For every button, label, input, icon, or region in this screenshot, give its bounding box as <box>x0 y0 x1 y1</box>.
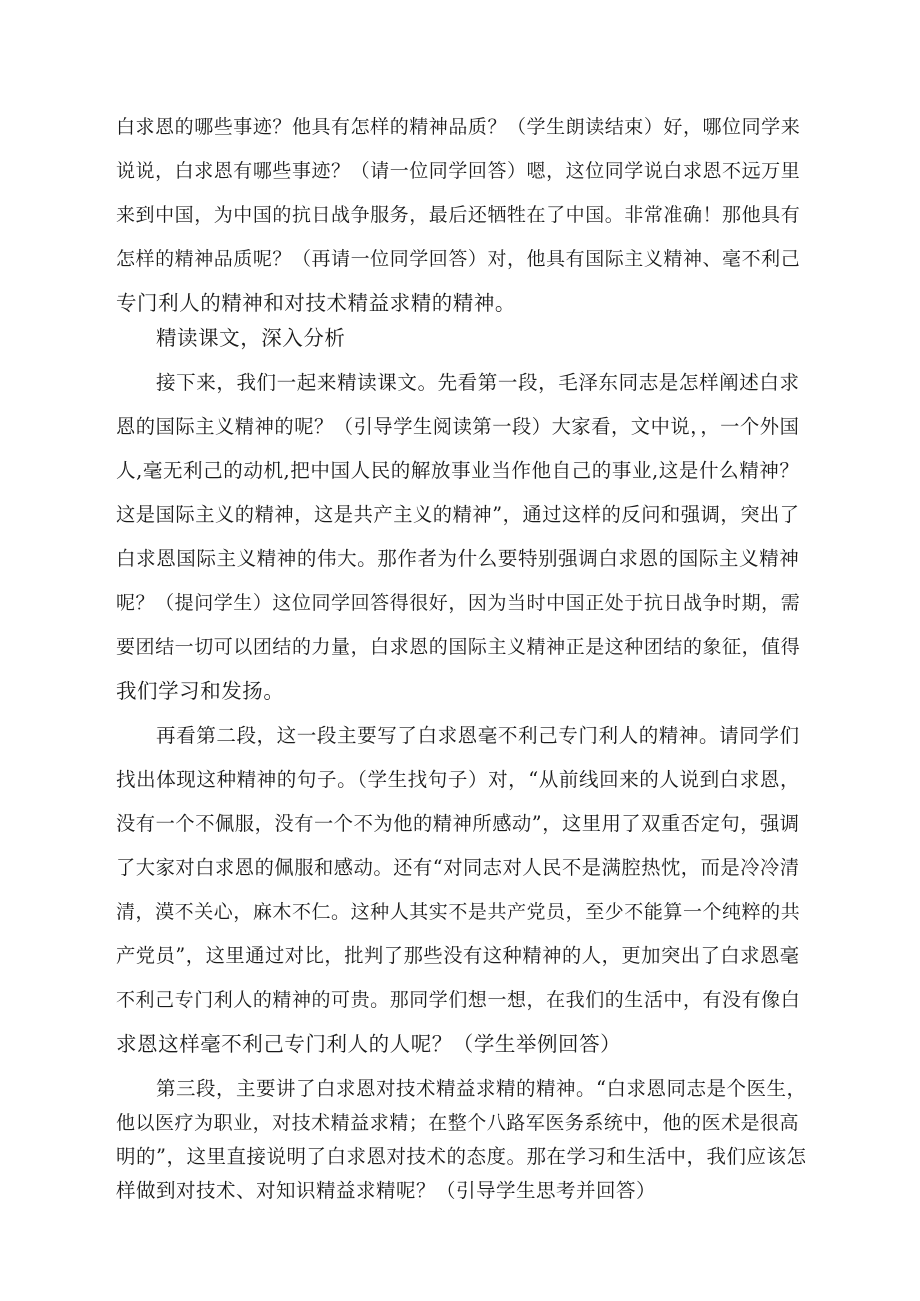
text-line: 呢？（提问学生）这位同学回答得很好，因为当时中国正处于抗日战争时期，需 <box>116 592 801 614</box>
text-line: 专门利人的精神和对技术精益求精的精神。 <box>116 291 516 315</box>
text-line: 样做到对技术、对知识精益求精呢？（引导学生思考并回答） <box>116 1179 657 1202</box>
text-line: 了大家对白求恩的佩服和感动。还有“对同志对人民不是满腔热忱，而是冷冷清 <box>116 856 800 879</box>
text-line: 白求恩国际主义精神的伟大。那作者为什么要特别强调白求恩的国际主义精神 <box>116 547 800 570</box>
text-line: 恩的国际主义精神的呢？（引导学生阅读第一段）大家看，文中说，，一个外国 <box>116 415 800 438</box>
text-line: 明的”，这里直接说明了白求恩对技术的态度。那在学习和生活中，我们应该怎 <box>116 1145 807 1168</box>
text-line: 这是国际主义的精神，这是共产主义的精神”，通过这样的反问和强调，突出了 <box>116 503 800 526</box>
text-line: 白求恩的哪些事迹？他具有怎样的精神品质？（学生朗读结束）好，哪位同学来 <box>116 116 801 138</box>
text-line: 他以医疗为职业，对技术精益求精；在整个八路军医务系统中，他的医术是很高 <box>116 1112 800 1134</box>
text-line: 第三段，主要讲了白求恩对技术精益求精的精神。“白求恩同志是个医生， <box>156 1077 807 1100</box>
text-line: 没有一个不佩服，没有一个不为他的精神所感动”，这里用了双重否定句，强调 <box>116 812 800 835</box>
text-line: 怎样的精神品质呢？（再请一位同学回答）对，他具有国际主义精神、毫不利己 <box>116 248 801 270</box>
text-line: 要团结一切可以团结的力量，白求恩的国际主义精神正是这种团结的象征，值得 <box>116 636 801 658</box>
text-line: 我们学习和发扬。 <box>116 679 285 703</box>
text-line: 找出体现这种精神的句子。（学生找句子）对，“从前线回来的人说到白求恩， <box>116 768 801 791</box>
text-line: 求恩这样毫不利己专门利人的人呢？（学生举例回答） <box>116 1032 622 1056</box>
text-line: 清，漠不关心，麻木不仁。这种人其实不是共产党员，至少不能算一个纯粹的共 <box>116 901 801 923</box>
text-line: 说说，白求恩有哪些事迹？（请一位同学回答）嗯，这位同学说白求恩不远万里 <box>116 160 801 182</box>
text-line: 来到中国，为中国的抗日战争服务，最后还牺牲在了中国。非常准确！那他具有 <box>116 204 801 226</box>
text-line: 不利己专门利人的精神的可贵。那同学们想一想，在我们的生活中，有没有像白 <box>116 989 801 1011</box>
text-line: 接下来，我们一起来精读课文。先看第一段，毛泽东同志是怎样阐述白求 <box>156 371 800 394</box>
section-heading: 精读课文，深入分析 <box>156 326 346 350</box>
text-line: 产党员”，这里通过对比，批判了那些没有这种精神的人，更加突出了白求恩毫 <box>116 944 800 967</box>
text-line: 再看第二段，这一段主要写了白求恩毫不利己专门利人的精神。请同学们 <box>156 724 800 747</box>
text-line: 人,毫无利己的动机,把中国人民的解放事业当作他自己的事业,这是什么精神？ <box>116 459 800 482</box>
